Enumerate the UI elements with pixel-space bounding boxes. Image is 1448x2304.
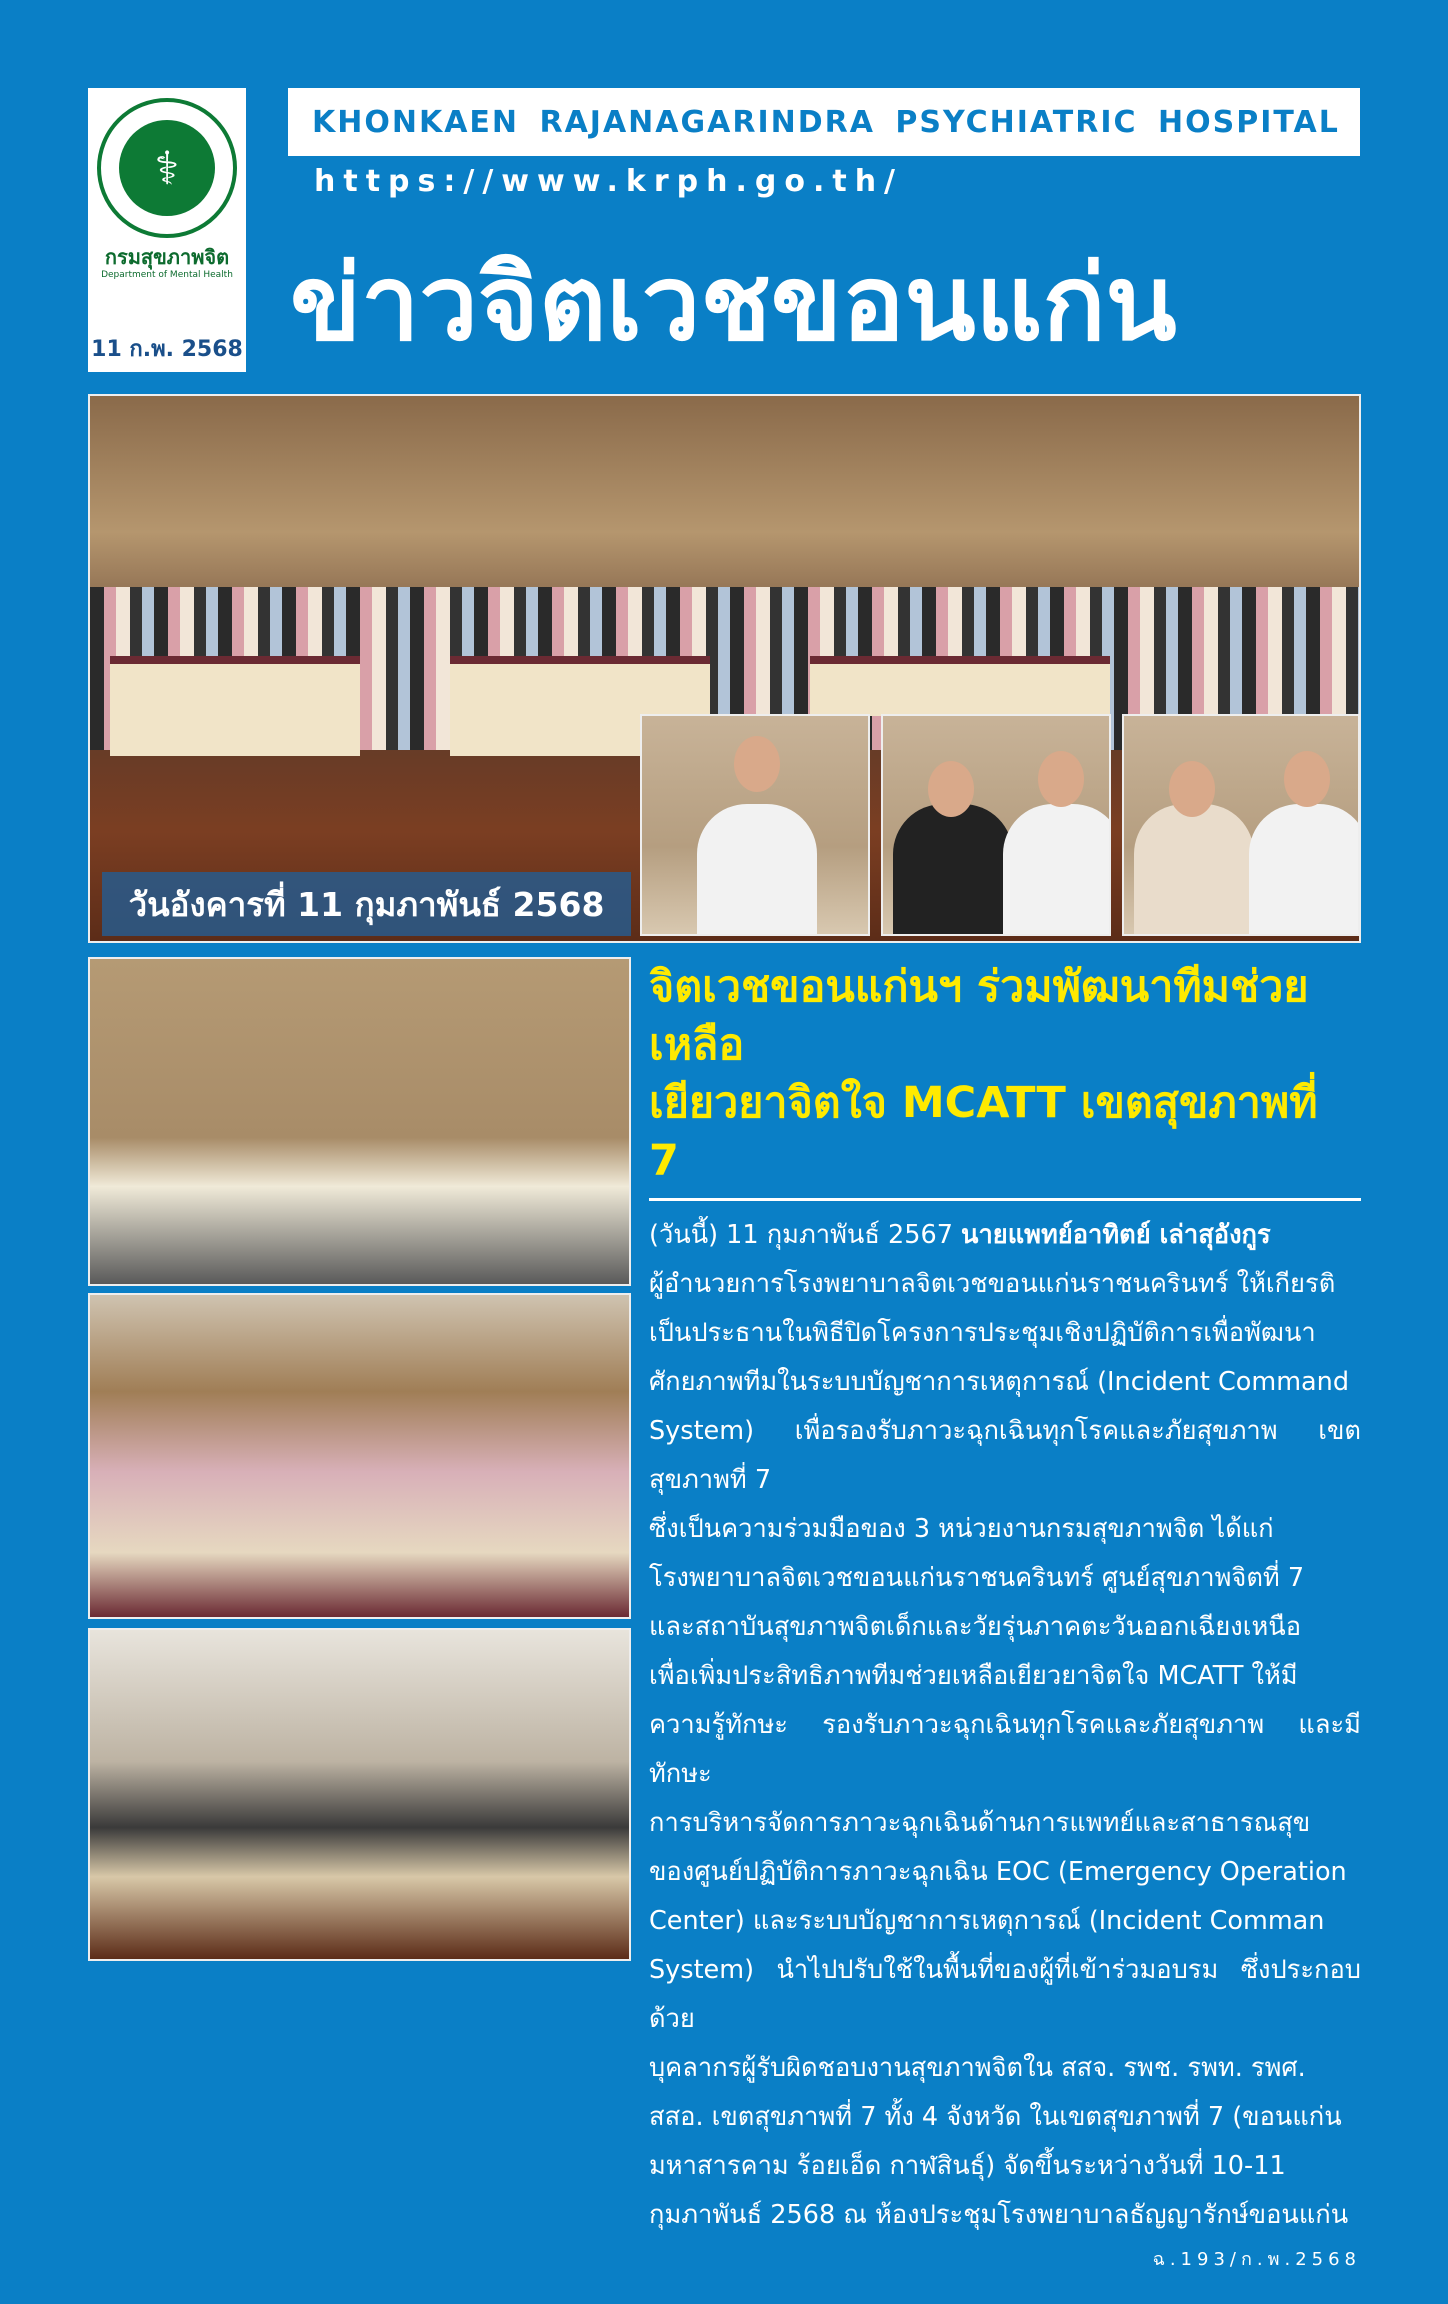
body-line: ศักยภาพทีมในระบบบัญชาการเหตุการณ์ (Incident Command <box>649 1367 1350 1397</box>
body-intro: (วันนี้) 11 กุมภาพันธ์ 2567 <box>649 1220 962 1250</box>
photo-date-caption: วันอังคารที่ 11 กุมภาพันธ์ 2568 <box>102 872 631 936</box>
logo-panel <box>88 88 246 372</box>
newsletter-title: ข่าวจิตเวชขอนแก่น <box>290 242 1177 364</box>
body-line: ผู้อำนวยการโรงพยาบาลจิตเวชขอนแก่นราชนครินทร์ ให้เกียรติ <box>649 1269 1336 1299</box>
body-line: ความรู้ทักษะ รองรับภาวะฉุกเฉินทุกโรคและภัยสุขภาพ และมีทักษะ <box>649 1710 1361 1789</box>
department-name-thai: กรมสุขภาพจิต <box>104 245 230 269</box>
body-line: เพื่อเพิ่มประสิทธิภาพทีมช่วยเหลือเยียวยาจิตใจ MCATT ให้มี <box>649 1661 1298 1691</box>
body-lines <box>649 1260 1361 2240</box>
website-url[interactable]: https://www.krph.go.th/ <box>314 164 904 199</box>
article-column <box>649 958 1361 2304</box>
article-body <box>649 1211 1361 2240</box>
body-line: ซึ่งเป็นความร่วมมือของ 3 หน่วยงานกรมสุขภาพจิต ได้แก่ <box>649 1514 1274 1544</box>
body-line: เป็นประธานในพิธีปิดโครงการประชุมเชิงปฏิบัติการเพื่อพัฒนา <box>649 1318 1316 1348</box>
photo-hall-wide <box>88 1628 631 1961</box>
body-line: บุคลากรผู้รับผิดชอบงานสุขภาพจิตใน สสจ. รพช. รพท. รพศ. <box>649 2053 1306 2083</box>
body-line: โรงพยาบาลจิตเวชขอนแก่นราชนครินทร์ ศูนย์สุขภาพจิตที่ 7 <box>649 1563 1305 1593</box>
divider <box>649 1198 1361 1201</box>
body-line: มหาสารคาม ร้อยเอ็ด กาฬสินธุ์) จัดขึ้นระหว่างวันที่ 10-11 <box>649 2151 1286 2181</box>
photo-group-2 <box>88 1293 631 1619</box>
department-name-english: Department of Mental Health <box>101 270 233 280</box>
inset-photo-speaker <box>640 714 870 936</box>
inset-photo-certificate-1 <box>881 714 1111 936</box>
inset-photo-certificate-2 <box>1122 714 1360 936</box>
body-line: Center) และระบบบัญชาการเหตุการณ์ (Incident Comman <box>649 1906 1325 1936</box>
body-line: และสถาบันสุขภาพจิตเด็กและวัยรุ่นภาคตะวันออกเฉียงเหนือ <box>649 1612 1302 1642</box>
hospital-name-banner <box>288 88 1360 156</box>
body-line <box>649 1211 1361 1260</box>
ministry-seal-logo <box>97 98 237 238</box>
body-line: กุมภาพันธ์ 2568 ณ ห้องประชุมโรงพยาบาลธัญญารักษ์ขอนแก่น <box>649 2200 1349 2230</box>
caduceus-icon: ⚕ <box>119 120 215 216</box>
hospital-name: KHONKAEN RAJANAGARINDRA PSYCHIATRIC HOSPITAL <box>312 104 1340 140</box>
photo-speaker-stage <box>88 957 631 1286</box>
headline-line-1: จิตเวชขอนแก่นฯ ร่วมพัฒนาทีมช่วยเหลือ <box>649 962 1309 1070</box>
body-line: การบริหารจัดการภาวะฉุกเฉินด้านการแพทย์และสาธารณสุข <box>649 1808 1311 1838</box>
headline-line-2: เยียวยาจิตใจ MCATT เขตสุขภาพที่ 7 <box>649 1078 1318 1186</box>
body-line: System) เพื่อรองรับภาวะฉุกเฉินทุกโรคและภัยสุขภาพ เขตสุขภาพที่ 7 <box>649 1416 1361 1495</box>
issue-date: 11 ก.พ. 2568 <box>91 337 243 362</box>
body-line: ของศูนย์ปฏิบัติการภาวะฉุกเฉิน EOC (Emergency Operation <box>649 1857 1347 1887</box>
document-code: ฉ.193/ก.พ.2568 <box>1152 2249 1361 2270</box>
body-line: System) นำไปปรับใช้ในพื้นที่ของผู้ที่เข้าร่วมอบรม ซึ่งประกอบด้วย <box>649 1955 1361 2034</box>
director-name: นายแพทย์อาทิตย์ เล่าสุอังกูร <box>961 1220 1271 1250</box>
body-line: สสอ. เขตสุขภาพที่ 7 ทั้ง 4 จังหวัด ในเขตสุขภาพที่ 7 (ขอนแก่น <box>649 2102 1342 2132</box>
headline <box>649 958 1361 1190</box>
table-image <box>810 656 1110 716</box>
table-image <box>110 656 360 756</box>
